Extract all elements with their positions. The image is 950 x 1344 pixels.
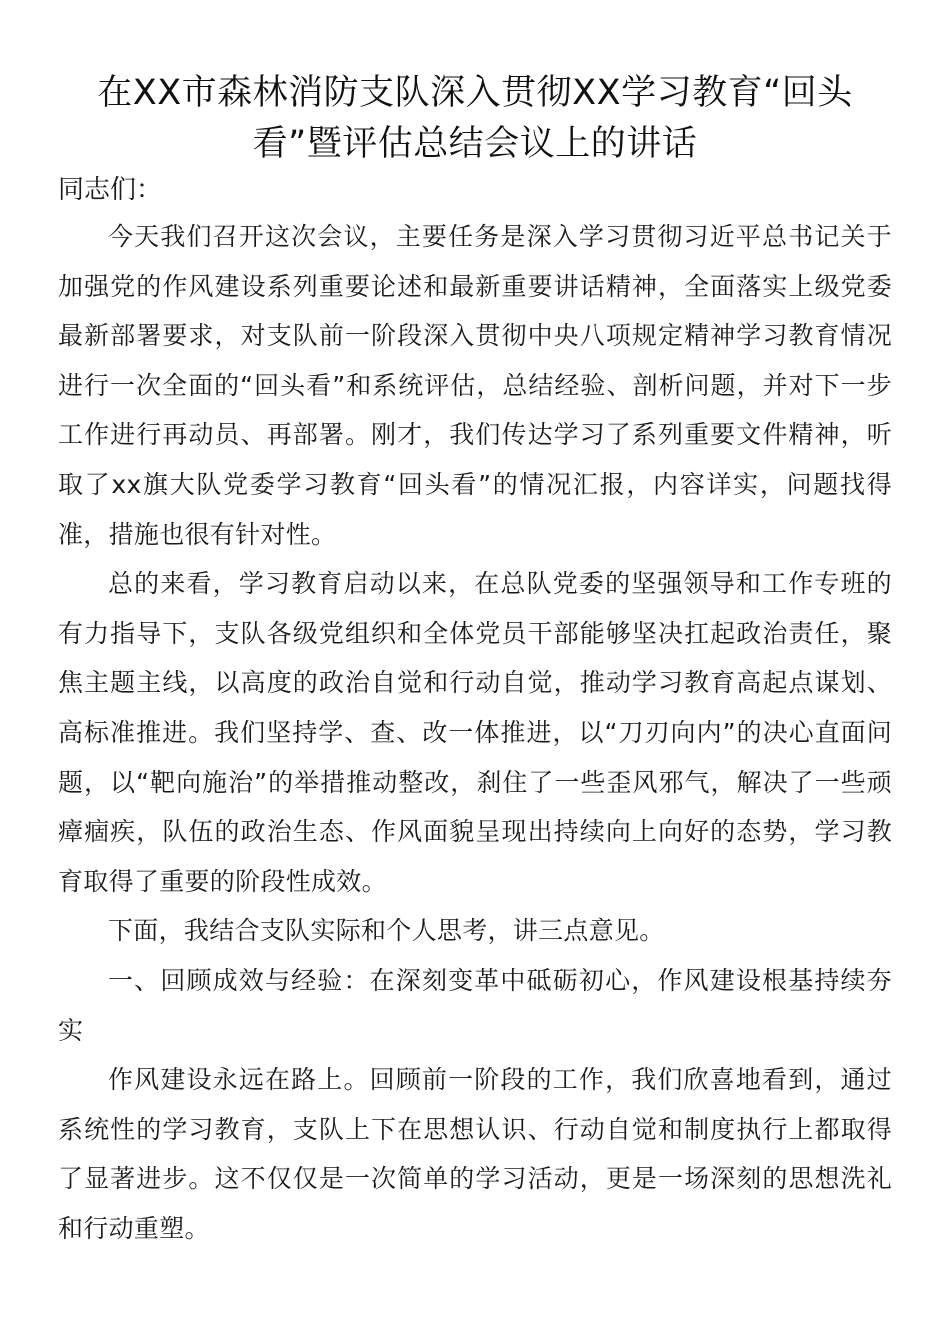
document-title: 在XX市森林消防支队深入贯彻XX学习教育“回头看”暨评估总结会议上的讲话 — [97, 73, 853, 164]
section-heading-1: 一、回顾成效与经验：在深刻变革中砥砺初心，作风建设根基持续夯实 — [58, 965, 892, 1045]
paragraph-transition: 下面，我结合支队实际和个人思考，讲三点意见。 — [108, 916, 665, 946]
paragraph-overview: 总的来看，学习教育启动以来，在总队党委的坚强领导和工作专班的有力指导下，支队各级党组织和全体党员干部能够坚决扛起政治责任，聚焦主题主线，以高度的政治自觉和行动自觉，推动学习教育高起点谋划、高标准推进。我们坚持学、查、改一体推进，以“刀刃向内”的决心直面问题，以“靶向施治”的举措推动整改，刹住了一些歪风邪气，解决了一些顽瘴痼疾，队伍的政治生态、作风面貌呈现出持续向上向好的态势，学习教育取得了重要的阶段性成效。 — [58, 569, 892, 896]
paragraph-opening: 今天我们召开这次会议，主要任务是深入学习贯彻习近平总书记关于加强党的作风建设系列重要论述和最新重要讲话精神，全面落实上级党委最新部署要求，对支队前一阶段深入贯彻中央八项规定精神学习教育情况进行一次全面的“回头看”和系统评估，总结经验、剖析问题，并对下一步工作进行再动员、再部署。刚才，我们传达学习了系列重要文件精神，听取了xx旗大队党委学习教育“回头看”的情况汇报，内容详实，问题找得准，措施也很有针对性。 — [58, 222, 892, 549]
salutation: 同志们： — [58, 175, 163, 205]
document-page — [58, 68, 892, 1253]
paragraph-section-1-body: 作风建设永远在路上。回顾前一阶段的工作，我们欣喜地看到，通过系统性的学习教育，支队上下在思想认识、行动自觉和制度执行上都取得了显著进步。这不仅仅是一次简单的学习活动，更是一场深刻的思想洗礼和行动重塑。 — [58, 1065, 892, 1243]
